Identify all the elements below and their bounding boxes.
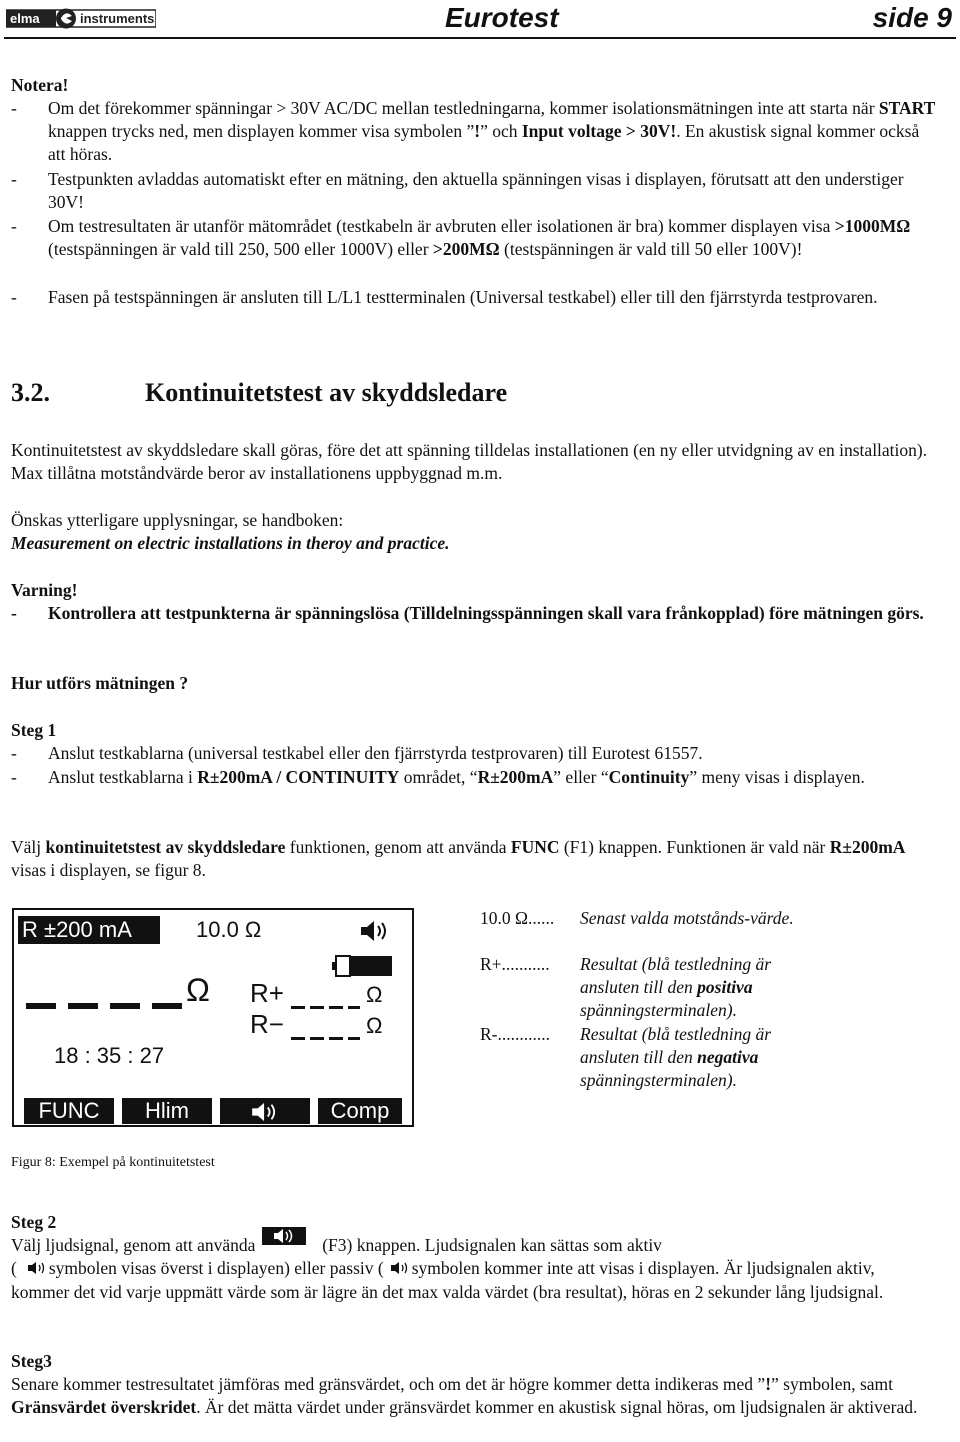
lcd-display-figure	[4, 900, 420, 1134]
fkey-hlim[interactable]: Hlim	[122, 1098, 212, 1124]
legend-r-minus: R-............ Resultat (blå testledning är ansluten till den negativa spänningsterminalen).	[480, 1024, 772, 1090]
figure-caption: Figur 8: Exempel på kontinuitetstest	[11, 1155, 215, 1170]
section-heading	[11, 378, 507, 408]
speaker-off-icon	[390, 1258, 410, 1281]
warning-item: - Kontrollera att testpunkterna är spänningslösa (Tilldelningsspänningen skall vara frånkopplad) före mätningen görs.	[11, 603, 924, 623]
step2-heading: Steg 2	[11, 1212, 57, 1232]
step3-heading: Steg3	[11, 1351, 52, 1371]
section-number: 3.2.	[11, 378, 50, 407]
result-dashes	[26, 998, 186, 1016]
sound-key-icon	[262, 1227, 306, 1251]
step1-heading: Steg 1	[11, 720, 57, 740]
handbook-line: Önskas ytterligare upplysningar, se handboken:	[11, 510, 344, 530]
warning-heading: Varning!	[11, 580, 78, 600]
speaker-icon	[359, 919, 391, 948]
header-page-number: side 9	[872, 2, 952, 33]
brand-left: elma	[10, 11, 40, 26]
notera-item-3: - Om testresultaten är utanför mätområdet (testkabeln är avbruten eller isolationen är bra) kommer displayen visa >1000MΩ (testspänningen är vald till 250, 500 eller 1000V) eller >200MΩ (testspänningen är vald till 50 eller 100V)!	[11, 216, 911, 259]
elma-instruments-logo	[6, 8, 156, 28]
speaker-on-icon	[27, 1258, 47, 1281]
brand-right: instruments	[80, 11, 155, 26]
step1-item-1: - Anslut testkablarna (universal testkabel eller den fjärrstyrda testprovaren) till Eurotest 61557.	[11, 743, 703, 763]
notera-item-1: - Om det förekommer spänningar > 30V AC/DC mellan testledningarna, kommer isolationsmätningen inte att starta när START knappen trycks ned, men displayen kommer visa symbolen ”!” och Input voltage > 30V!. En akustisk signal kommer också att höras.	[11, 98, 936, 164]
how-heading: Hur utförs mätningen ?	[11, 673, 189, 693]
section-title: Kontinuitetstest av skyddsledare	[145, 378, 508, 407]
r-minus-dashes	[291, 1029, 361, 1047]
lcd-result-unit: Ω	[186, 972, 210, 1008]
step2-line1: Välj ljudsignal, genom att använda (F3) knappen. Ljudsignalen kan sättas som aktiv	[11, 1234, 662, 1259]
header-rule	[4, 37, 956, 39]
notera-heading: Notera!	[11, 75, 69, 95]
legend-limit: 10.0 Ω...... Senast valda motstånds-värde.	[480, 908, 794, 928]
step1-item-2: - Anslut testkablarna i R±200mA / CONTINUITY området, “R±200mA” eller “Continuity” meny visas i displayen.	[11, 767, 865, 787]
fkey-sound[interactable]	[220, 1098, 310, 1124]
lcd-limit-value: 10.0 Ω	[196, 917, 262, 942]
notera-item-2: - Testpunkten avladdas automatiskt efter en mätning, den aktuella spänningen visas i displayen, förutsatt att den understiger 30V!	[11, 169, 904, 212]
section-intro: Kontinuitetstest av skyddsledare skall göras, före det att spänning tilldelas installationen (en ny eller utvidgning av en installation). Max tillåtna motståndvärde beror av installationens uppbyggnad m.m.	[11, 440, 928, 483]
lcd-r-plus-label: R+	[250, 978, 284, 1008]
fkey-comp[interactable]: Comp	[318, 1098, 402, 1124]
legend-r-plus: R+........... Resultat (blå testledning är ansluten till den positiva spänningsterminalen).	[480, 954, 772, 1020]
step2-line2: ( symbolen visas överst i displayen) eller passiv ( symbolen kommer inte att visas i displayen. Är ljudsignalen aktiv, kommer det vid varje uppmätt värde som är lägre än det max valda värdet (bra resultat), höras en 2 sekunder lång ljudsignal.	[11, 1258, 884, 1303]
func-paragraph: Välj kontinuitetstest av skyddsledare funktionen, genom att använda FUNC (F1) knappen. Funktionen är vald när R±200mA visas i displayen, se figur 8.	[11, 837, 906, 880]
lcd-r-plus-unit: Ω	[366, 982, 383, 1007]
lcd-clock: 18 : 35 : 27	[54, 1043, 165, 1068]
notera-item-4: - Fasen på testspänningen är ansluten till L/L1 testterminalen (Universal testkabel) eller till den fjärrstyrda testprovaren.	[11, 287, 878, 307]
header-title: Eurotest	[445, 2, 559, 33]
lcd-mode-label: R ±200 mA	[18, 916, 160, 944]
lcd-screen	[12, 908, 414, 1127]
lcd-r-minus-label: R−	[250, 1009, 284, 1039]
step3-text: Senare kommer testresultatet jämföras med gränsvärdet, och om det är högre kommer detta indikeras med ”!” symbolen, samt Gränsvärdet överskridet. Är det mätta värdet under gränsvärdet kommer en akustisk signal höras, om ljudsignalen är aktiverad.	[11, 1374, 918, 1417]
r-plus-dashes	[291, 998, 361, 1016]
handbook-title: Measurement on electric installations in theroy and practice.	[11, 533, 450, 553]
battery-icon	[332, 954, 394, 983]
fkey-func[interactable]: FUNC	[24, 1098, 114, 1124]
lcd-r-minus-unit: Ω	[366, 1013, 383, 1038]
